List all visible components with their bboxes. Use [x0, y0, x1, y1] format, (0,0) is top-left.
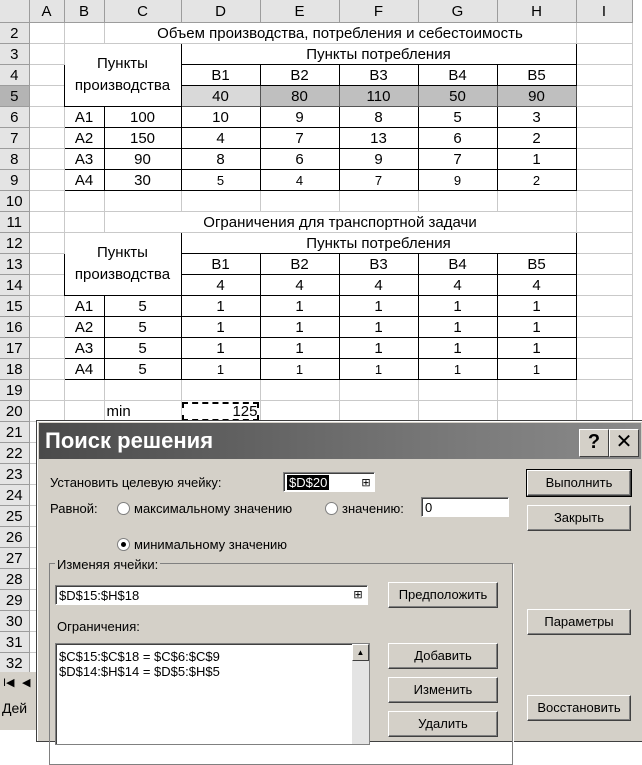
row-header[interactable]: 30	[0, 611, 29, 632]
table1-row-name[interactable]: A1	[64, 107, 104, 128]
constraints-label: Ограничения:	[57, 619, 140, 634]
cell[interactable]	[576, 86, 632, 107]
row-header[interactable]: 19	[0, 380, 29, 401]
cell[interactable]	[576, 23, 632, 44]
guess-button[interactable]: Предположить	[388, 582, 498, 608]
table1-cons-header[interactable]: Пункты потребления	[181, 44, 576, 65]
demand-b1-cell[interactable]: 40	[181, 86, 260, 107]
row-header[interactable]: 11	[0, 212, 29, 233]
demand-b4-cell[interactable]: 50	[418, 86, 497, 107]
min-radio[interactable]	[117, 538, 130, 551]
cost-cell[interactable]: 9	[339, 149, 418, 170]
table2-cons-b4[interactable]: B4	[418, 254, 497, 275]
table2-sum[interactable]: 5	[104, 317, 181, 338]
cell[interactable]	[418, 401, 497, 422]
table2-sum[interactable]: 5	[104, 359, 181, 380]
row-header[interactable]: 4	[0, 65, 29, 86]
objective-cell[interactable]: 125	[181, 401, 260, 422]
table2-row-name[interactable]: A4	[64, 359, 104, 380]
cell[interactable]	[64, 380, 104, 401]
solver-dialog	[36, 420, 642, 742]
table2-cons-b3[interactable]: B3	[339, 254, 418, 275]
cost-cell[interactable]: 9	[418, 170, 497, 191]
cost-cell[interactable]: 10	[181, 107, 260, 128]
changing-cells-field[interactable]: $D$15:$H$18	[55, 585, 368, 605]
collapse-dialog-icon[interactable]: ⊞	[353, 589, 363, 601]
cell[interactable]	[576, 254, 632, 275]
row-header[interactable]: 17	[0, 338, 29, 359]
sheet-tab[interactable]: Дей	[2, 700, 28, 716]
cell[interactable]	[497, 401, 576, 422]
cell[interactable]	[29, 359, 64, 380]
col-header-e[interactable]: E	[260, 0, 339, 23]
row-header[interactable]: 24	[0, 485, 29, 506]
row-header-selected[interactable]: 5	[0, 86, 29, 107]
row-header[interactable]: 9	[0, 170, 29, 191]
min-radio-label[interactable]: минимальному значению	[134, 537, 288, 552]
cell[interactable]	[576, 107, 632, 128]
demand-b3-cell[interactable]: 110	[339, 86, 418, 107]
row-header[interactable]: 31	[0, 632, 29, 653]
col-header-i[interactable]: I	[576, 0, 632, 23]
cell[interactable]	[29, 128, 64, 149]
table1-supply[interactable]: 30	[104, 170, 181, 191]
var-cell[interactable]: 1	[497, 317, 576, 338]
cell[interactable]	[576, 317, 632, 338]
sum-cell[interactable]: 4	[339, 275, 418, 296]
cost-cell[interactable]: 8	[181, 149, 260, 170]
var-cell[interactable]: 1	[339, 317, 418, 338]
cell[interactable]	[260, 380, 339, 401]
col-header-c[interactable]: C	[104, 0, 181, 23]
corner-cell[interactable]	[0, 0, 29, 23]
cell[interactable]	[339, 380, 418, 401]
var-cell[interactable]: 1	[260, 317, 339, 338]
table1-supply[interactable]: 150	[104, 128, 181, 149]
demand-b5-cell[interactable]: 90	[497, 86, 576, 107]
table1-supply[interactable]: 100	[104, 107, 181, 128]
table2-cons-b2[interactable]: B2	[260, 254, 339, 275]
table2-row-name[interactable]: A1	[64, 296, 104, 317]
table1-cons-b4[interactable]: B4	[418, 65, 497, 86]
cell[interactable]	[260, 401, 339, 422]
col-header-h[interactable]: H	[497, 0, 576, 23]
cost-cell[interactable]: 1	[497, 149, 576, 170]
cost-cell[interactable]: 3	[497, 107, 576, 128]
row-header[interactable]: 28	[0, 569, 29, 590]
row-header[interactable]: 21	[0, 422, 29, 443]
var-cell[interactable]: 1	[497, 359, 576, 380]
row-header[interactable]: 26	[0, 527, 29, 548]
cost-cell[interactable]: 4	[260, 170, 339, 191]
row-header[interactable]: 18	[0, 359, 29, 380]
cell[interactable]	[576, 128, 632, 149]
target-cell-value: $D$20	[289, 475, 328, 490]
cell[interactable]	[260, 191, 339, 212]
var-cell[interactable]: 1	[339, 338, 418, 359]
cell[interactable]	[181, 191, 260, 212]
cell[interactable]	[29, 107, 64, 128]
prev-sheet-button[interactable]: ◀	[22, 677, 31, 689]
row-header[interactable]: 16	[0, 317, 29, 338]
value-radio[interactable]	[325, 502, 338, 515]
row-header[interactable]: 8	[0, 149, 29, 170]
var-cell[interactable]: 1	[418, 338, 497, 359]
row-header[interactable]: 29	[0, 590, 29, 611]
min-label[interactable]: min	[104, 401, 181, 422]
var-cell[interactable]: 1	[260, 296, 339, 317]
col-header-d[interactable]: D	[181, 0, 260, 23]
options-button[interactable]: Параметры	[527, 609, 631, 635]
cell[interactable]	[418, 380, 497, 401]
cost-cell[interactable]: 9	[260, 107, 339, 128]
cell[interactable]	[497, 191, 576, 212]
var-cell[interactable]: 1	[418, 296, 497, 317]
cell[interactable]	[29, 317, 64, 338]
table2-sum[interactable]: 5	[104, 296, 181, 317]
cell[interactable]	[64, 191, 104, 212]
cell[interactable]	[29, 65, 64, 86]
close-icon[interactable]: ✕	[609, 429, 639, 457]
cell[interactable]	[64, 23, 104, 44]
cell[interactable]	[576, 170, 632, 191]
table1-title[interactable]: Объем производства, потребления и себестоимость	[104, 23, 576, 44]
col-header-f[interactable]: F	[339, 0, 418, 23]
constraints-scrollbar[interactable]	[352, 644, 369, 744]
cell[interactable]	[29, 401, 64, 422]
var-cell[interactable]: 1	[418, 317, 497, 338]
table2-sum[interactable]: 5	[104, 338, 181, 359]
row-header[interactable]: 14	[0, 275, 29, 296]
row-header[interactable]: 13	[0, 254, 29, 275]
delete-button[interactable]: Удалить	[388, 711, 498, 737]
cell[interactable]	[576, 65, 632, 86]
col-header-a[interactable]: A	[29, 0, 64, 23]
row-header[interactable]: 27	[0, 548, 29, 569]
row-header[interactable]: 12	[0, 233, 29, 254]
cell[interactable]	[29, 296, 64, 317]
table1-row-name[interactable]: A3	[64, 149, 104, 170]
cell[interactable]	[339, 401, 418, 422]
var-cell[interactable]: 1	[418, 359, 497, 380]
dialog-titlebar[interactable]	[39, 423, 641, 459]
cell[interactable]	[418, 191, 497, 212]
cell[interactable]	[29, 170, 64, 191]
constraint-item[interactable]: $C$15:$C$18 = $C$6:$C$9	[59, 649, 220, 664]
table1-row-name[interactable]: A2	[64, 128, 104, 149]
cell[interactable]	[104, 380, 181, 401]
sum-cell[interactable]: 4	[260, 275, 339, 296]
help-button[interactable]: ?	[579, 429, 609, 457]
table1-cons-b5[interactable]: B5	[497, 65, 576, 86]
var-cell[interactable]: 1	[260, 338, 339, 359]
max-radio[interactable]	[117, 502, 130, 515]
add-button[interactable]: Добавить	[388, 643, 498, 669]
cell[interactable]	[104, 191, 181, 212]
col-header-g[interactable]: G	[418, 0, 497, 23]
table2-row-name[interactable]: A3	[64, 338, 104, 359]
reset-all-button[interactable]: Восстановить	[527, 695, 631, 721]
var-cell[interactable]: 1	[339, 359, 418, 380]
var-cell[interactable]: 1	[339, 296, 418, 317]
row-header[interactable]: 32	[0, 653, 29, 674]
cell[interactable]	[29, 275, 64, 296]
row-header[interactable]: 22	[0, 443, 29, 464]
changing-cells-label: Изменяя ячейки:	[57, 557, 159, 572]
cost-cell[interactable]: 13	[339, 128, 418, 149]
cell[interactable]	[576, 338, 632, 359]
cell[interactable]	[576, 212, 632, 233]
row-header[interactable]: 3	[0, 44, 29, 65]
demand-b2-cell[interactable]: 80	[260, 86, 339, 107]
cell[interactable]	[497, 380, 576, 401]
table2-title[interactable]: Ограничения для транспортной задачи	[104, 212, 576, 233]
target-cell-label: Установить целевую ячейку:	[50, 475, 222, 490]
cost-cell[interactable]: 8	[339, 107, 418, 128]
value-radio-label[interactable]: значению:	[342, 501, 404, 516]
cost-cell[interactable]: 6	[418, 128, 497, 149]
cell[interactable]	[576, 191, 632, 212]
collapse-dialog-icon[interactable]: ⊞	[361, 477, 371, 489]
cell[interactable]	[64, 212, 104, 233]
solve-button[interactable]: Выполнить	[527, 470, 631, 496]
row-header[interactable]: 7	[0, 128, 29, 149]
cost-cell[interactable]: 5	[418, 107, 497, 128]
var-cell[interactable]: 1	[181, 317, 260, 338]
table2-cons-b5[interactable]: B5	[497, 254, 576, 275]
cell[interactable]	[29, 44, 64, 65]
cost-cell[interactable]: 2	[497, 128, 576, 149]
scroll-up-icon[interactable]: ▲	[352, 644, 369, 661]
cost-cell[interactable]: 7	[339, 170, 418, 191]
row-header[interactable]: 15	[0, 296, 29, 317]
table2-cons-b1[interactable]: B1	[181, 254, 260, 275]
cell[interactable]	[576, 380, 632, 401]
col-header-b[interactable]: B	[64, 0, 104, 23]
cost-cell[interactable]: 7	[418, 149, 497, 170]
table2-prod-header[interactable]: Пункты производства	[64, 233, 181, 296]
var-cell[interactable]: 1	[260, 359, 339, 380]
var-cell[interactable]: 1	[497, 338, 576, 359]
cell[interactable]	[29, 86, 64, 107]
cell[interactable]	[64, 401, 104, 422]
cell[interactable]	[576, 233, 632, 254]
cell[interactable]	[181, 380, 260, 401]
var-cell[interactable]: 1	[181, 296, 260, 317]
cell[interactable]	[29, 212, 64, 233]
cell[interactable]	[576, 44, 632, 65]
cost-cell[interactable]: 2	[497, 170, 576, 191]
constraint-item[interactable]: $D$14:$H$14 = $D$5:$H$5	[59, 664, 220, 679]
cell[interactable]	[576, 359, 632, 380]
sum-cell[interactable]: 4	[497, 275, 576, 296]
cell[interactable]	[576, 296, 632, 317]
table1-cons-b1[interactable]: B1	[181, 65, 260, 86]
row-header[interactable]: 6	[0, 107, 29, 128]
cost-cell[interactable]: 6	[260, 149, 339, 170]
cell[interactable]	[339, 191, 418, 212]
value-field[interactable]: 0	[421, 497, 509, 517]
table1-row-name[interactable]: A4	[64, 170, 104, 191]
cell[interactable]	[576, 275, 632, 296]
var-cell[interactable]: 1	[497, 296, 576, 317]
table1-prod-header[interactable]: Пункты производства	[64, 44, 181, 107]
table2-cons-header[interactable]: Пункты потребления	[181, 233, 576, 254]
first-sheet-button[interactable]: I◀	[3, 677, 15, 689]
var-cell[interactable]: 1	[181, 338, 260, 359]
cell[interactable]	[29, 233, 64, 254]
cell[interactable]	[29, 149, 64, 170]
cost-cell[interactable]: 5	[181, 170, 260, 191]
table1-cons-b2[interactable]: B2	[260, 65, 339, 86]
dialog-title: Поиск решения	[45, 428, 214, 453]
cell[interactable]	[576, 401, 632, 422]
sum-cell[interactable]: 4	[418, 275, 497, 296]
row-header[interactable]: 20	[0, 401, 29, 422]
table2-row-name[interactable]: A2	[64, 317, 104, 338]
max-radio-label[interactable]: максимальному значению	[134, 501, 293, 516]
equal-to-label: Равной:	[50, 501, 98, 516]
cost-cell[interactable]: 7	[260, 128, 339, 149]
sum-cell[interactable]: 4	[181, 275, 260, 296]
row-header[interactable]: 25	[0, 506, 29, 527]
close-button[interactable]: Закрыть	[527, 505, 631, 531]
cell[interactable]	[29, 338, 64, 359]
var-cell[interactable]: 1	[181, 359, 260, 380]
cell[interactable]	[29, 191, 64, 212]
cost-cell[interactable]: 4	[181, 128, 260, 149]
change-button[interactable]: Изменить	[388, 677, 498, 703]
cell[interactable]	[29, 23, 64, 44]
cell[interactable]	[29, 380, 64, 401]
table1-supply[interactable]: 90	[104, 149, 181, 170]
cell[interactable]	[576, 149, 632, 170]
cell[interactable]	[29, 254, 64, 275]
table1-cons-b3[interactable]: B3	[339, 65, 418, 86]
row-header[interactable]: 2	[0, 23, 29, 44]
row-header[interactable]: 23	[0, 464, 29, 485]
row-header[interactable]: 10	[0, 191, 29, 212]
